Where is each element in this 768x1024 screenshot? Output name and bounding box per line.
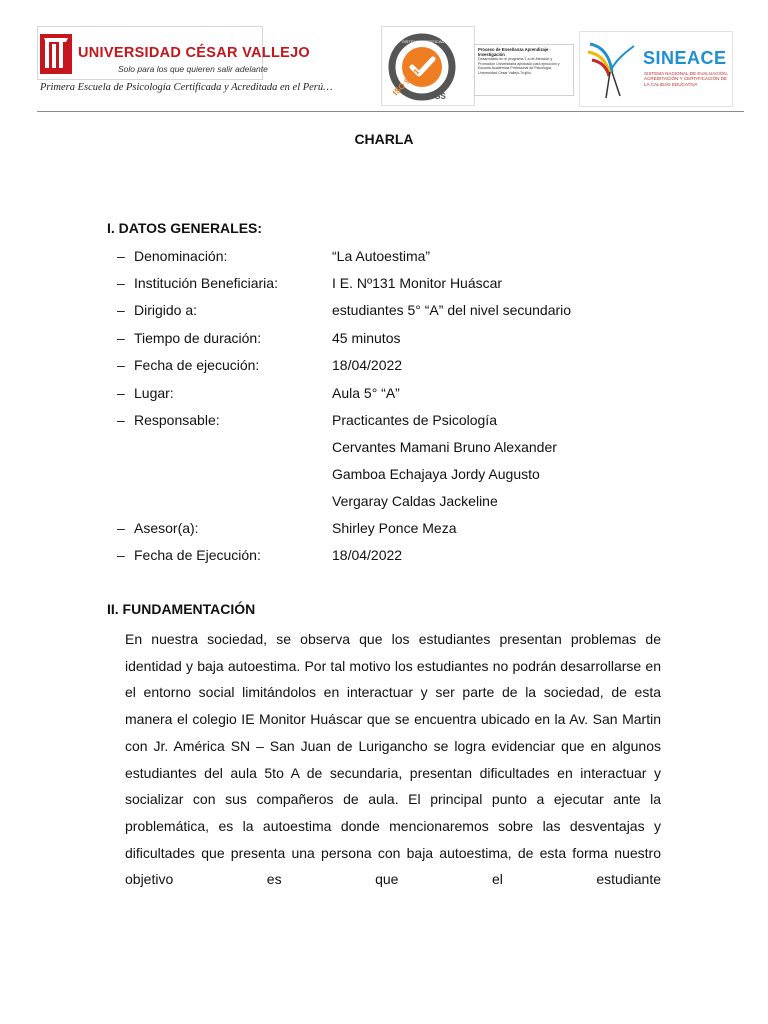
- document-title: CHARLA: [354, 131, 414, 147]
- ucv-emblem-icon: [40, 34, 72, 74]
- header-divider: [37, 111, 744, 112]
- iso-label: ISO 9001: [391, 66, 422, 98]
- list-bullet: –: [117, 275, 125, 291]
- list-bullet: –: [117, 520, 125, 536]
- field-value: Aula 5° “A”: [332, 385, 400, 401]
- field-label: Tiempo de duración:: [134, 330, 262, 346]
- field-value: Practicantes de Psicología: [332, 412, 497, 428]
- sineace-logo-frame: [579, 31, 733, 107]
- field-label: Dirigido a:: [134, 302, 198, 318]
- sgs-label: SGS: [429, 92, 446, 101]
- field-value: 45 minutos: [332, 330, 401, 346]
- list-bullet: –: [117, 385, 125, 401]
- list-bullet: –: [117, 547, 125, 563]
- field-value: Vergaray Caldas Jackeline: [332, 493, 498, 509]
- field-value: 18/04/2022: [332, 547, 403, 563]
- section-fundamentacion-heading: II. FUNDAMENTACIÓN: [107, 601, 256, 617]
- field-label: Asesor(a):: [134, 520, 199, 536]
- field-value: I E. Nº131 Monitor Huáscar: [332, 275, 503, 291]
- fundamentacion-paragraph: En nuestra sociedad, se observa que los estudiantes presentan problemas de identidad y baja autoestima. Por tal motivo los estudiantes no podrán desarrollarse en el entorno social limitándolos en interactuar y ser parte de la sociedad, de esta manera el colegio IE Monitor Huáscar que se encuentra ubicado en la Av. San Martin con Jr. América SN – San Juan de Lurigancho se logra evidenciar que en algunos estudiantes del aula 5to A de secundaria, presentan dificultades en interactuar y socializar con sus compañeros de aula. El principal punto a ejecutar ante la problemática, es la autoestima donde mencionaremos sobre las desventajas y dificultades que presenta una persona con baja autoestima, de esta forma nuestro objetivo es que el estudiante: [125, 631, 661, 888]
- list-bullet: –: [117, 412, 125, 428]
- list-bullet: –: [117, 302, 125, 318]
- list-bullet: –: [117, 330, 125, 346]
- iso-seal-icon: [382, 27, 474, 105]
- iso-certification-logo: [381, 26, 475, 106]
- sineace-bird-icon: [580, 32, 640, 106]
- field-label: Fecha de ejecución:: [134, 357, 260, 373]
- field-value: estudiantes 5° “A” del nivel secundario: [332, 302, 572, 318]
- university-slogan: Solo para los que quieren salir adelante: [118, 64, 268, 74]
- iso-ring-text: SISTEMA CERTIFICADO: [402, 39, 448, 44]
- field-value: Gamboa Echajaya Jordy Augusto: [332, 466, 540, 482]
- list-bullet: –: [117, 248, 125, 264]
- iso-scope-title: Proceso de Enseñanza Aprendizaje · Investigación: [478, 47, 551, 57]
- sineace-name: SINEACE: [643, 48, 727, 68]
- field-label: Denominación:: [134, 248, 228, 264]
- iso-scope-box: [474, 44, 574, 96]
- university-name: UNIVERSIDAD CÉSAR VALLEJO: [78, 45, 311, 61]
- list-bullet: –: [117, 357, 125, 373]
- iso-scope-body: Desarrollado en el programa 1 a de Atención y Promoción Universitaria aprobado para ejecución y Escuela Académica Profesional de Psicología. Universidad César Vallejo-Trujillo.: [478, 57, 560, 75]
- field-label: Fecha de Ejecución:: [134, 547, 261, 563]
- sineace-subtitle: SISTEMA NACIONAL DE EVALUACIÓN, ACREDITACIÓN Y CERTIFICACIÓN DE LA CALIDAD EDUCATIVA: [644, 71, 728, 87]
- field-value: 18/04/2022: [332, 357, 403, 373]
- field-label: Lugar:: [134, 385, 174, 401]
- field-label: Responsable:: [134, 412, 220, 428]
- field-value: Shirley Ponce Meza: [332, 520, 457, 536]
- field-value: “La Autoestima”: [332, 248, 431, 264]
- field-value: Cervantes Mamani Bruno Alexander: [332, 439, 557, 455]
- field-label: Institución Beneficiaria:: [134, 275, 278, 291]
- section-datos-generales-heading: I. DATOS GENERALES:: [107, 220, 263, 236]
- school-tagline: Primera Escuela de Psicología Certificada y Acreditada en el Perú…: [40, 82, 333, 93]
